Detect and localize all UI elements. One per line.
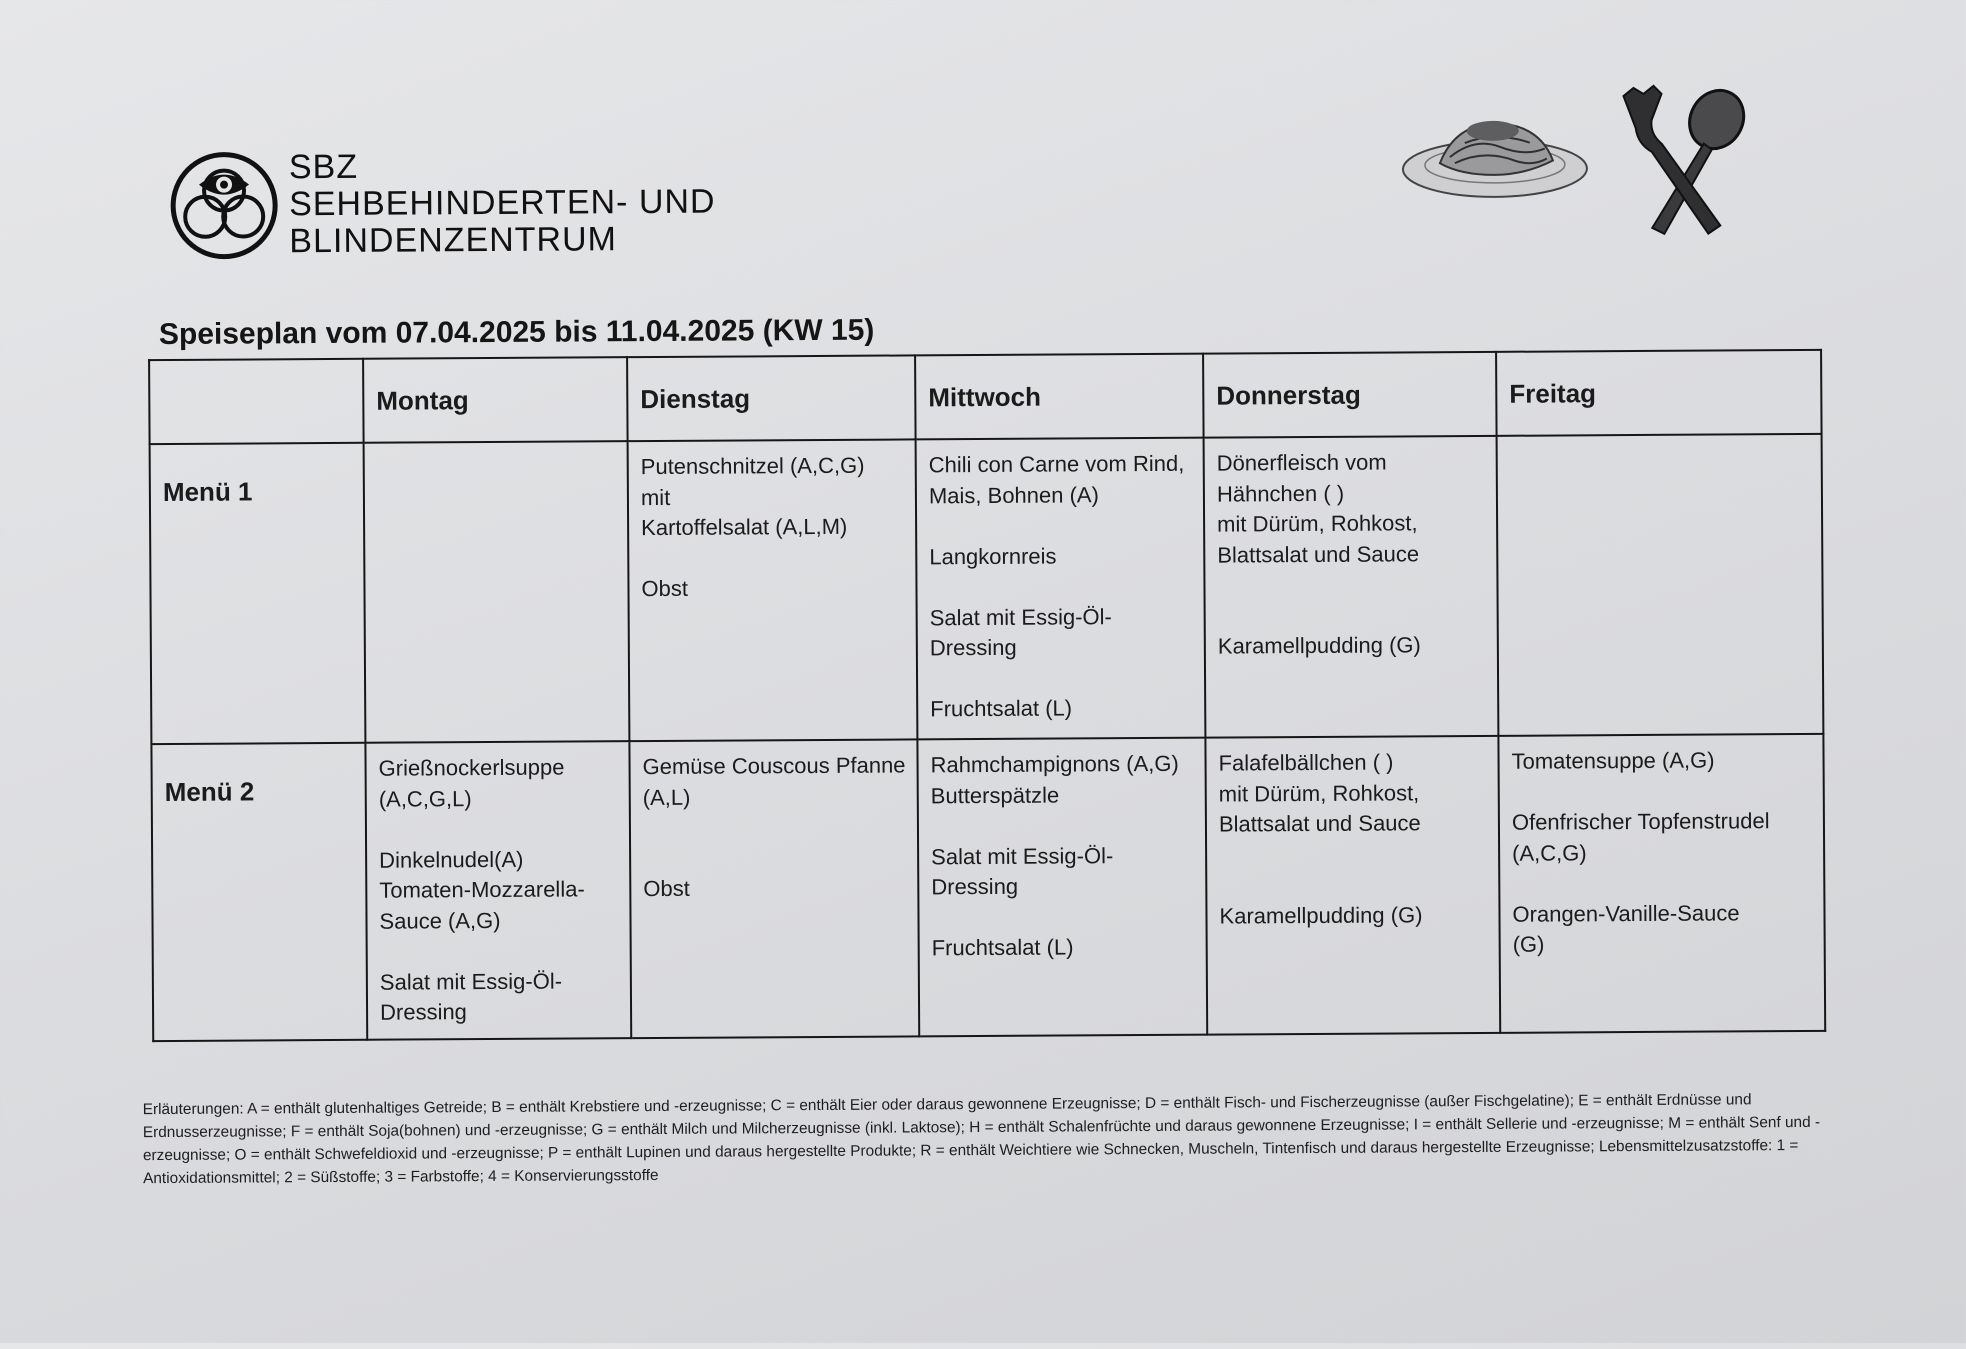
meal-line: Dressing	[931, 873, 1019, 900]
meal-cell-friday	[1498, 734, 1825, 1032]
meal-line: mit Dürüm, Rohkost,	[1217, 510, 1418, 537]
meal-line: Salat mit Essig-Öl-	[931, 842, 1114, 869]
menu-row	[151, 734, 1825, 1041]
spaghetti-plate-icon	[1395, 96, 1596, 207]
day-header-tuesday: Dienstag	[627, 355, 916, 441]
meal-spacer	[379, 813, 617, 845]
day-header-row	[149, 350, 1821, 444]
meal-line: Ofenfrischer Topfenstrudel	[1511, 808, 1770, 835]
meal-line: (A,C,G,L)	[378, 785, 472, 812]
day-header-monday: Montag	[363, 357, 628, 443]
meal-cell-tuesday	[629, 739, 919, 1037]
meal-cell-monday	[364, 441, 630, 743]
meal-cell-monday	[365, 741, 631, 1039]
meal-spacer	[931, 901, 1193, 933]
sbz-eye-logo-icon	[169, 150, 280, 261]
menu-table	[148, 349, 1826, 1042]
meal-spacer	[929, 571, 1191, 603]
meal-spacer	[1218, 599, 1485, 631]
meal-line: Tomaten-Mozzarella-	[379, 876, 585, 903]
meal-line: Blattsalat und Sauce	[1217, 540, 1420, 568]
meal-spacer	[643, 842, 905, 874]
meal-line: Putenschnitzel (A,C,G)	[640, 452, 865, 480]
meal-cell-friday	[1497, 434, 1824, 736]
organization-name	[289, 147, 716, 261]
org-line-3: BLINDENZENTRUM	[289, 220, 618, 261]
meal-spacer	[1217, 569, 1484, 601]
meal-line: Tomatensuppe (A,G)	[1511, 747, 1715, 774]
meal-line: Hähnchen ( )	[1216, 480, 1345, 507]
meal-spacer	[641, 542, 903, 574]
meal-line: Sauce (A,G)	[379, 907, 501, 934]
crossed-spoon-fork-icon	[1611, 77, 1762, 238]
meal-line: Fruchtsalat (L)	[930, 695, 1073, 722]
meal-line: Mais, Bohnen (A)	[928, 481, 1099, 508]
meal-line: Chili con Carne vom Rind,	[928, 450, 1185, 478]
meal-spacer	[643, 811, 905, 843]
org-line-2: SEHBEHINDERTEN- UND	[289, 182, 716, 224]
meal-line: Fruchtsalat (L)	[931, 934, 1074, 961]
meal-line: Falafelbällchen ( )	[1218, 749, 1394, 776]
meal-spacer	[930, 662, 1192, 694]
menu-row	[150, 434, 1824, 744]
meal-spacer	[380, 935, 618, 967]
meal-spacer	[931, 810, 1193, 842]
meal-line: Salat mit Essig-Öl-	[929, 603, 1112, 630]
meal-cell-wednesday	[916, 438, 1206, 740]
meal-line: mit Dürüm, Rohkost,	[1218, 779, 1420, 807]
meal-line: Dressing	[379, 999, 467, 1025]
meal-spacer	[1512, 867, 1811, 899]
menu-label: Menü 1	[150, 443, 366, 744]
meal-line: Kartoffelsalat (A,L,M)	[641, 513, 848, 541]
meal-line: Langkornreis	[929, 543, 1057, 569]
meal-line: Obst	[641, 575, 689, 602]
meal-cell-thursday	[1205, 736, 1500, 1034]
meal-line: Karamellpudding (G)	[1219, 901, 1423, 929]
meal-line: Butterspätzle	[930, 782, 1060, 808]
meal-line: Rahmchampignons (A,G)	[930, 750, 1179, 778]
meal-cell-wednesday	[917, 738, 1207, 1036]
meal-cell-tuesday	[628, 439, 918, 741]
meal-line: Grießnockerlsuppe	[378, 754, 565, 781]
meal-line: Obst	[643, 875, 690, 902]
meal-spacer	[1219, 838, 1486, 870]
meal-spacer	[929, 510, 1191, 542]
menu-label: Menü 2	[151, 743, 367, 1041]
day-header-friday: Freitag	[1496, 350, 1822, 436]
meal-line: (A,L)	[642, 784, 691, 810]
meal-cell-thursday	[1204, 436, 1499, 738]
meal-line: Orangen-Vanille-Sauce	[1512, 899, 1740, 927]
meal-line: mit	[640, 484, 671, 510]
meal-line: Dinkelnudel(A)	[379, 846, 524, 873]
page-title: Speiseplan vom 07.04.2025 bis 11.04.2025 (KW 15)	[158, 313, 875, 352]
day-header-wednesday: Mittwoch	[915, 354, 1204, 440]
corner-cell	[149, 359, 364, 444]
allergen-legend: Erläuterungen: A = enthält glutenhaltiges Getreide; B = enthält Krebstiere und -erzeugnisse; C = enthält Eier oder daraus gewonnene Erzeugnisse; D = enthält Fisch- und Fischerzeugnisse (außer Fischgelatine); E = enthält Erdnüsse und Erdnusserzeugnisse; F = enthält Soja(bohnen) und -erzeugnisse; G = enthält Milch und Milcherzeugnisse (inkl. Laktose); H = enthält Schalenfrüchte und daraus gewonnene Erzeugnisse; I = enthält Sellerie und -erzeugnisse; M = enthält Senf und -erzeugnisse; O = enthält Schwefeldioxid und -erzeugnisse; P = enthält Lupinen und daraus hergestellte Produkte; R = enthält Weichtiere wie Schnecken, Muscheln, Tintenfisch und daraus hergestellte Erzeugnisse; Lebensmittelzusatzstoffe: 1 = Antioxidationsmittel; 2 = Süßstoffe; 3 = Farbstoffe; 4 = Konservierungsstoffe	[142, 1091, 1821, 1188]
meal-spacer	[1512, 775, 1811, 807]
meal-line: Gemüse Couscous Pfanne	[642, 752, 906, 780]
org-line-1: SBZ	[288, 147, 359, 187]
meal-line: Karamellpudding (G)	[1217, 632, 1421, 659]
meal-line: Blattsalat und Sauce	[1218, 810, 1421, 837]
meal-line: (G)	[1512, 931, 1545, 957]
meal-line: (A,C,G)	[1512, 839, 1587, 866]
meal-line: Salat mit Essig-Öl-	[379, 968, 563, 995]
day-header-thursday: Donnerstag	[1203, 352, 1497, 438]
meal-line: Dönerfleisch vom	[1216, 449, 1387, 476]
meal-spacer	[1219, 869, 1486, 901]
meal-line: Dressing	[929, 634, 1017, 661]
